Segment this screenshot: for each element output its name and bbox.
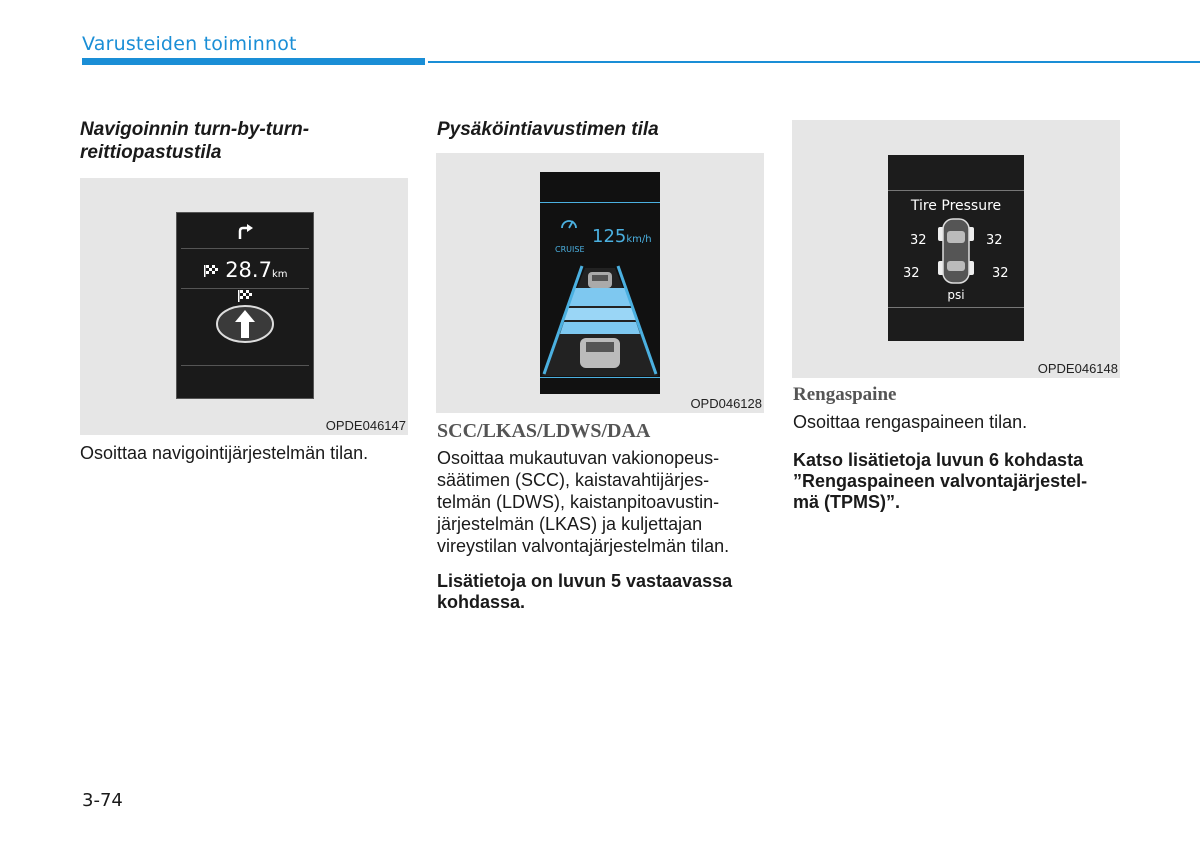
- display-divider: [888, 307, 1024, 308]
- tire-pressure-rear-right: 32: [992, 266, 1009, 281]
- speed-unit: km/h: [626, 234, 652, 245]
- navigation-heading-line2: reittiopastustila: [80, 142, 222, 163]
- tire-pressure-front-right: 32: [986, 233, 1003, 248]
- lane-view-graphic: [540, 258, 660, 376]
- header-rule-thick: [82, 58, 425, 65]
- display-divider: [181, 365, 309, 366]
- figure-code: OPD046128: [690, 396, 762, 411]
- figure-code: OPDE046148: [1037, 361, 1118, 376]
- display-divider: [540, 202, 660, 203]
- scc-description-line: Osoittaa mukautuvan vakionopeus-: [437, 448, 720, 468]
- tire-pressure-rear-left: 32: [903, 266, 920, 281]
- distance-readout: [177, 258, 313, 282]
- straight-arrow-icon: [215, 304, 275, 344]
- display-divider: [888, 190, 1024, 191]
- tire-pressure-description: Osoittaa rengaspaineen tilan.: [793, 412, 1028, 432]
- speed-readout: [592, 226, 652, 247]
- tire-pressure-note-line2: ”Rengaspaineen valvontajärjestel-: [793, 471, 1088, 491]
- figure-code: OPDE046147: [325, 418, 406, 433]
- tire-pressure-display: [888, 155, 1024, 341]
- display-divider: [181, 248, 309, 249]
- scc-note-line1: Lisätietoja on luvun 5 vastaavassa: [437, 571, 733, 591]
- tire-pressure-front-left: 32: [910, 233, 927, 248]
- navigation-heading: [80, 118, 410, 164]
- navigation-display: [176, 212, 314, 399]
- checkered-flag-icon: [203, 264, 219, 278]
- page-number: 3-74: [82, 790, 123, 811]
- tire-pressure-note: [793, 450, 1128, 513]
- navigation-heading-line1: Navigoinnin turn-by-turn-: [80, 119, 310, 140]
- header-rule-thin: [428, 61, 1200, 63]
- navigation-description: Osoittaa navigointijärjestelmän tilan.: [80, 443, 369, 463]
- cruise-display: [540, 172, 660, 394]
- cruise-gauge-icon: [560, 216, 578, 230]
- scc-subheading: SCC/LKAS/LDWS/DAA: [437, 420, 651, 442]
- scc-description: [437, 447, 763, 557]
- section-title: Varusteiden toiminnot: [82, 33, 297, 55]
- tire-pressure-note-line1: Katso lisätietoja luvun 6 kohdasta: [793, 450, 1084, 470]
- tire-pressure-unit: psi: [947, 288, 965, 302]
- scc-note-line2: kohdassa.: [437, 592, 526, 612]
- navigation-figure: [80, 178, 408, 435]
- distance-unit: km: [271, 269, 288, 280]
- scc-description-line: säätimen (SCC), kaistavahtijärjes-: [437, 470, 710, 490]
- scc-description-line: vireystilan valvontajärjestelmän tilan.: [437, 536, 730, 556]
- destination-flag-icon: [237, 289, 253, 303]
- turn-right-arrow-icon: [235, 223, 255, 241]
- tire-pressure-title: Tire Pressure: [910, 198, 1002, 214]
- tire-pressure-figure: [792, 120, 1120, 378]
- tire-pressure-subheading: Rengaspaine: [793, 384, 897, 405]
- speed-value: 125: [592, 226, 627, 247]
- parking-assist-heading: Pysäköintiavustimen tila: [437, 119, 659, 140]
- car-top-view-icon: [936, 217, 976, 285]
- distance-value: 28.7: [225, 258, 272, 282]
- scc-note: [437, 571, 767, 613]
- scc-description-line: telmän (LDWS), kaistanpitoavustin-: [437, 492, 720, 512]
- cruise-figure: [436, 153, 764, 413]
- scc-description-line: järjestelmän (LKAS) ja kuljettajan: [437, 514, 703, 534]
- display-divider: [540, 377, 660, 378]
- tire-pressure-note-line3: mä (TPMS)”.: [793, 492, 901, 512]
- cruise-label: CRUISE: [555, 245, 585, 254]
